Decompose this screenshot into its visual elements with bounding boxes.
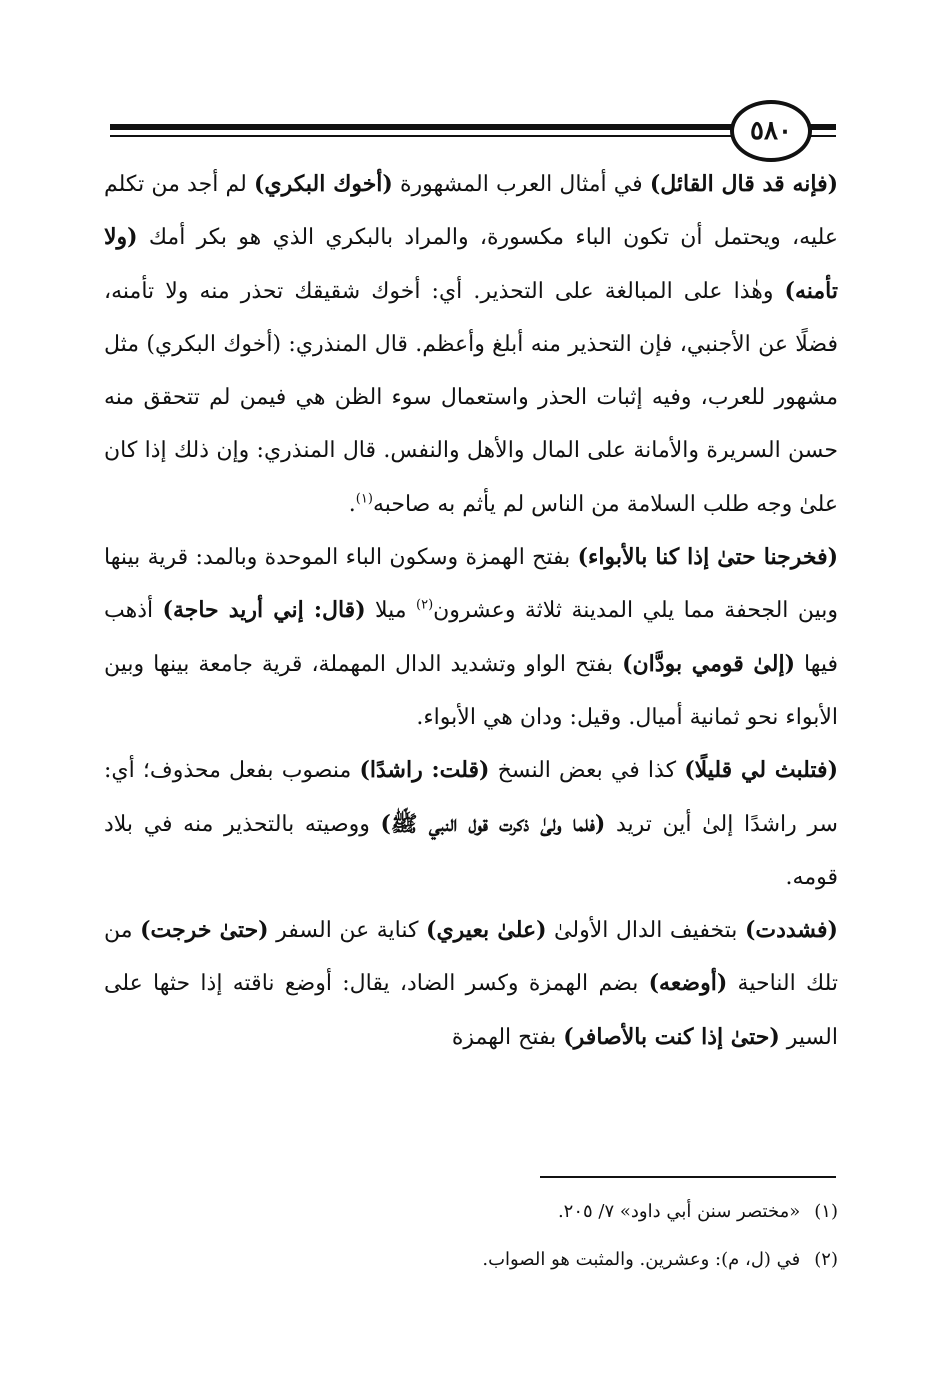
commentary-text: منصوب بفعل محذوف؛ أي: سر راشدًا إلىٰ أين تريد [104, 758, 838, 837]
commentary-text: بفتح الواو وتشديد الدال المهملة، قرية جامعة بينها وبين الأبواء نحو ثمانية أميال. وقيل: ودان هي الأبواء. [104, 651, 838, 730]
quoted-text: (أخوك البكري) [254, 171, 393, 197]
footnote-text: «مختصر سنن أبي داود» ٧/ ٢٠٥. [557, 1201, 801, 1222]
footnote-ref: (٢) [416, 598, 434, 614]
paragraph [104, 531, 838, 744]
quoted-text: (قال: إني أريد حاجة) [162, 597, 366, 624]
paragraph [104, 744, 838, 904]
commentary-text: في أمثال العرب المشهورة [392, 172, 650, 197]
page-number: ٥٨٠ [750, 116, 792, 146]
paragraph [104, 904, 838, 1064]
quoted-text: (إلىٰ قومي بودَّان) [622, 650, 795, 677]
main-text [104, 158, 838, 1064]
footnote-text: في (ل، م): وعشرين. والمثبت هو الصواب. [482, 1249, 801, 1270]
commentary-text: كذا في بعض النسخ [489, 758, 685, 784]
commentary-text: من تلك الناحية [104, 918, 838, 997]
commentary-text: بفتح الهمزة وسكون الباء الموحدة وبالمد: قرية بينها وبين الجحفة مما يلي المدينة ثلاثة وعشرون [104, 545, 838, 624]
commentary-text: كناية عن السفر [268, 918, 427, 944]
footnote-ref: (١) [355, 491, 373, 507]
commentary-text: أذهب فيها [104, 598, 838, 677]
quoted-text: (قلت: راشدًا) [359, 757, 490, 784]
footnote [104, 1188, 838, 1236]
footnote-number: (٢) [814, 1249, 838, 1270]
footnote-number: (١) [814, 1201, 838, 1222]
header-rule-thick [110, 124, 836, 130]
commentary-text: لم أجد من تكلم عليه، ويحتمل أن تكون الباء مكسورة، والمراد بالبكري الذي هو بكر أمك [104, 172, 838, 251]
quoted-text: (علىٰ بعيري) [426, 917, 547, 944]
commentary-text: وهٰذا على المبالغة على التحذير. أي: أخوك شقيقك تحذر منه ولا تأمنه، فضلًا عن الأجنبي، فإن التحذير منه أبلغ وأعظم. قال المنذري: (أخوك البكري) مثل مشهور للعرب، وفيه إثبات الحذر واستعمال سوء الظن هي فيمن لم تتحقق منه حسن السريرة والأمانة على المال والأهل والنفس. قال المنذري: وإن ذلك إذا كان علىٰ وجه طلب السلامة من الناس لم يأثم به صاحبه [104, 278, 838, 517]
commentary-text: ميلا [365, 598, 416, 624]
quoted-text: (أوضعه) [648, 970, 728, 997]
commentary-text: بضم الهمزة وكسر الضاد، يقال: أوضع ناقته إذا حثها على السير [104, 971, 838, 1050]
quoted-text: (حتىٰ خرجت) [140, 917, 269, 944]
quoted-text: (فلما ولىٰ ذكرت قول النبي ﷺ) [380, 810, 606, 837]
quoted-text: (حتىٰ إذا كنت بالأصافر) [563, 1023, 780, 1050]
footnote [104, 1236, 838, 1284]
commentary-text: بتخفيف الدال الأولىٰ [546, 918, 745, 944]
quoted-text: (فإنه قد قال القائل) [649, 171, 838, 197]
quoted-text: (فتلبث لي قليلًا) [684, 757, 838, 784]
footnote-separator [540, 1176, 836, 1178]
quoted-text: (فشددت) [744, 917, 838, 944]
header-rule-thin [110, 135, 836, 137]
commentary-text: بفتح الهمزة [451, 1024, 564, 1050]
quoted-text: (فخرجنا حتىٰ إذا كنا بالأبواء) [577, 544, 838, 571]
footnotes [104, 1188, 838, 1284]
page-number-badge [730, 100, 812, 162]
quoted-text: (ولا تأمنه) [104, 224, 838, 304]
commentary-text: . [348, 491, 356, 517]
paragraph [104, 158, 838, 531]
commentary-text: ووصيته بالتحذير منه في بلاد قومه. [104, 811, 838, 890]
